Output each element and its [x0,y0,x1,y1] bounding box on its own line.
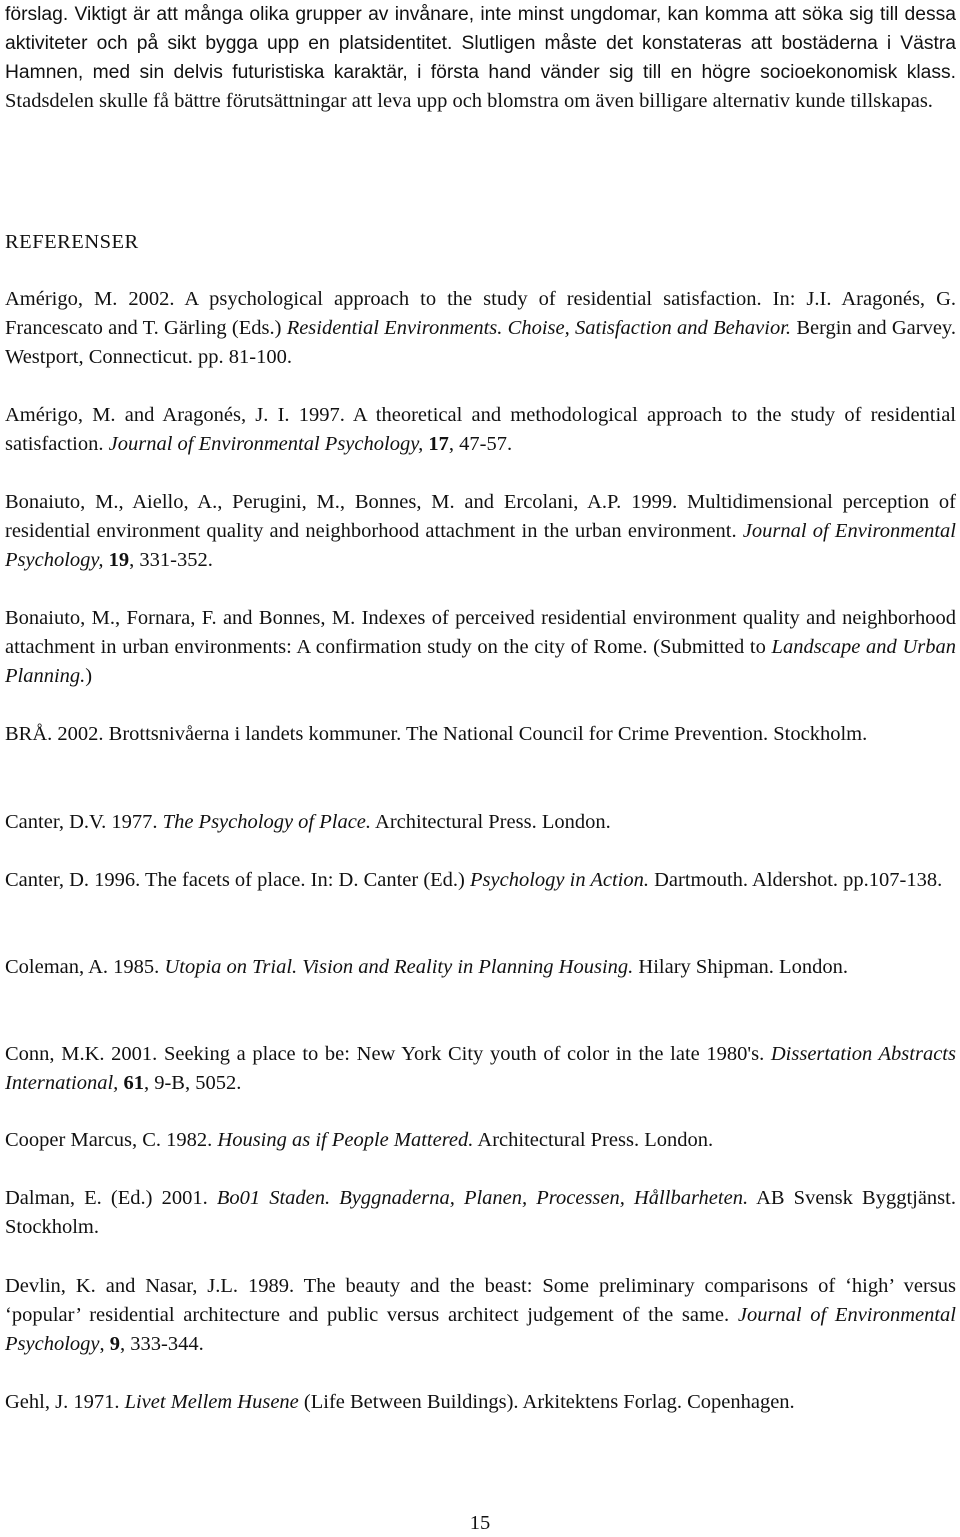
reference-entry: BRÅ. 2002. Brottsnivåerna i landets kommuner. The National Council for Crime Prevention. Stockholm. [5,723,868,745]
reference-entry: Amérigo, M. 2002. A psychological approach to the study of residential satisfaction. In: J.I. Aragonés, G. Francescato and T. Gärling (Eds.) Residential Environments. Choise, Satisfaction and Behavior. Bergin and Garvey. Westport, Connecticut. pp. 81-100. [5,288,956,368]
intro-text-serif: Stadsdelen skulle få bättre förutsättningar att leva upp och blomstra om även billigare alternativ kunde tillskapas. [5,90,933,112]
page-number: 15 [469,1512,491,1534]
reference-entry: Gehl, J. 1971. Livet Mellem Husene (Life Between Buildings). Arkitektens Forlag. Copenhagen. [5,1391,795,1413]
reference-entry: Bonaiuto, M., Fornara, F. and Bonnes, M. Indexes of perceived residential environment quality and neighborhood attachment in urban environments: A confirmation study on the city of Rome. (Submitted to Landscape and Urban Planning.) [5,607,956,687]
reference-entry: Conn, M.K. 2001. Seeking a place to be: New York City youth of color in the late 1980's. Dissertation Abstracts International, 61, 9-B, 5052. [5,1043,956,1094]
reference-entry: Coleman, A. 1985. Utopia on Trial. Vision and Reality in Planning Housing. Hilary Shipman. London. [5,956,848,978]
references-heading: REFERENSER [5,231,139,253]
intro-text-sans: förslag. Viktigt är att många olika grupper av invånare, inte minst ungdomar, kan komma att söka sig till dessa aktiviteter och på sikt bygga upp en platsidentitet. Slutligen måste det konstateras att bostäderna i Västra Hamnen, med sin delvis futuristiska karaktär, i första hand vänder sig till en högre socioekonomisk klass. [5,4,956,83]
reference-entry: Amérigo, M. and Aragonés, J. I. 1997. A theoretical and methodological approach to the study of residential satisfaction. Journal of Environmental Psychology, 17, 47-57. [5,404,956,455]
intro-paragraph [5,0,956,116]
reference-entry: Bonaiuto, M., Aiello, A., Perugini, M., Bonnes, M. and Ercolani, A.P. 1999. Multidimensional perception of residential environment quality and neighborhood attachment in the urban environment. Journal of Environmental Psychology, 19, 331-352. [5,491,957,571]
reference-entry: Canter, D.V. 1977. The Psychology of Place. Architectural Press. London. [5,811,611,833]
reference-entry: Devlin, K. and Nasar, J.L. 1989. The beauty and the beast: Some preliminary comparisons of ‘high’ versus ‘popular’ residential architecture and public versus architect judgement of the same. Journal of Environmental Psychology, 9, 333-344. [5,1275,957,1355]
reference-entry: Canter, D. 1996. The facets of place. In: D. Canter (Ed.) Psychology in Action. Dartmouth. Aldershot. pp.107-138. [5,869,943,891]
reference-entry: Cooper Marcus, C. 1982. Housing as if People Mattered. Architectural Press. London. [5,1129,714,1151]
reference-entry: Dalman, E. (Ed.) 2001. Bo01 Staden. Byggnaderna, Planen, Processen, Hållbarheten. AB Svensk Byggtjänst. Stockholm. [5,1187,956,1238]
